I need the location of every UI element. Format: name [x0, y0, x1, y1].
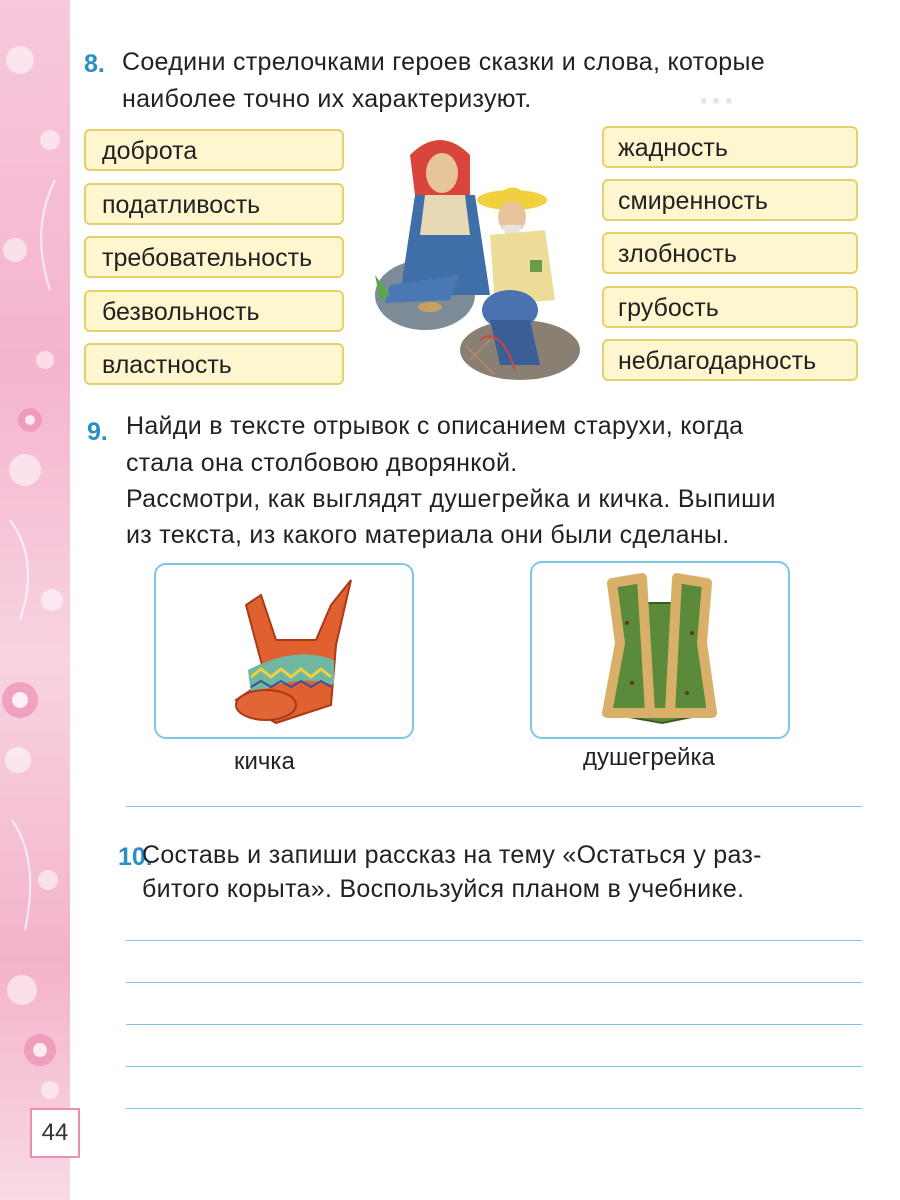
kichka-caption: кичка	[234, 748, 295, 775]
old-woman-and-old-man-illustration	[370, 125, 585, 385]
question-8-number: 8.	[84, 50, 105, 78]
answer-line-1[interactable]	[126, 940, 862, 941]
answer-line-4[interactable]	[126, 1066, 862, 1067]
answer-line-2[interactable]	[126, 982, 862, 983]
question-9-text-line2: стала она столбовою дворянкой.	[126, 449, 518, 477]
left-word-5[interactable]: властность	[84, 343, 344, 385]
question-9-text-line1: Найди в тексте отрывок с описанием старухи, когда	[126, 412, 744, 440]
right-word-5[interactable]: неблагодарность	[602, 339, 858, 381]
floral-margin	[0, 0, 70, 1200]
question-8-text-line2: наиболее точно их характеризуют.	[122, 85, 532, 113]
dushegreika-vest-icon	[532, 563, 788, 737]
dushegreika-caption: душегрейка	[583, 744, 715, 771]
question-10-text-line2: битого корыта». Воспользуйся планом в учебнике.	[142, 875, 745, 903]
question-9-text-line4: из текста, из какого материала они были сделаны.	[126, 521, 730, 549]
question-10-number: 10.	[118, 843, 153, 871]
left-word-1[interactable]: доброта	[84, 129, 344, 171]
answer-line-q9[interactable]	[126, 806, 862, 807]
kichka-picture-frame	[154, 563, 414, 739]
right-word-2[interactable]: смиренность	[602, 179, 858, 221]
question-8-text-line1: Соедини стрелочками героев сказки и слова, которые	[122, 48, 765, 76]
question-9-text-line3: Рассмотри, как выглядят душегрейка и кичка. Выпиши	[126, 485, 776, 513]
bleed-through: ▪ ▪ ▪	[700, 90, 733, 112]
right-word-4[interactable]: грубость	[602, 286, 858, 328]
left-word-2[interactable]: податливость	[84, 183, 344, 225]
right-word-3[interactable]: злобность	[602, 232, 858, 274]
dushegreika-picture-frame	[530, 561, 790, 739]
page-number: 44	[30, 1108, 80, 1158]
kichka-headdress-icon	[156, 565, 412, 737]
left-word-4[interactable]: безвольность	[84, 290, 344, 332]
question-9-number: 9.	[87, 418, 108, 446]
right-word-1[interactable]: жадность	[602, 126, 858, 168]
question-10-text-line1: Составь и запиши рассказ на тему «Остаться у раз-	[142, 841, 762, 869]
left-word-3[interactable]: требовательность	[84, 236, 344, 278]
answer-line-3[interactable]	[126, 1024, 862, 1025]
answer-line-5[interactable]	[126, 1108, 862, 1109]
flower-decoration-icon	[0, 0, 70, 1200]
